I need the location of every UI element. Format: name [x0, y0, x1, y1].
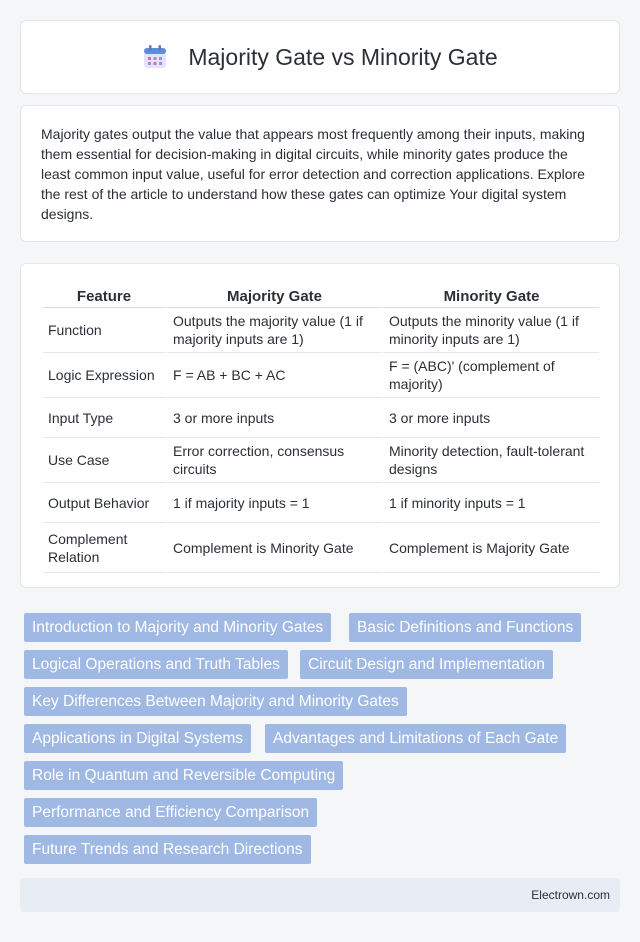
header-majority-gate: Majority Gate [165, 284, 381, 308]
table-header-row [43, 284, 599, 308]
table-cell: Outputs the majority value (1 if majority inputs are 1) [165, 308, 381, 353]
calendar-icon [142, 44, 168, 70]
title-card [20, 20, 620, 94]
tag-link[interactable]: Circuit Design and Implementation [300, 650, 553, 679]
table-cell: 3 or more inputs [381, 398, 599, 438]
intro-text: Majority gates output the value that appears most frequently among their inputs, making them essential for decision-making in digital circuits, while minority gates produce the least common input value, useful for error detection and correction applications. Explore the rest of the article to understand how these gates can optimize Your digital system designs. [41, 126, 585, 222]
table-cell: Minority detection, fault-tolerant designs [381, 438, 599, 483]
header-feature: Feature [43, 284, 165, 308]
intro-card [20, 105, 620, 242]
header-minority-gate: Minority Gate [381, 284, 599, 308]
tag-link[interactable]: Performance and Efficiency Comparison [24, 798, 317, 827]
table-row [43, 523, 599, 573]
table-row [43, 398, 599, 438]
table-cell: Input Type [43, 398, 165, 438]
tag-link[interactable]: Basic Definitions and Functions [349, 613, 581, 642]
table-cell: 1 if minority inputs = 1 [381, 483, 599, 523]
tag-link[interactable]: Logical Operations and Truth Tables [24, 650, 288, 679]
table-cell: F = AB + BC + AC [165, 353, 381, 398]
comparison-table-card [20, 263, 620, 588]
tag-link[interactable]: Introduction to Majority and Minority Gates [24, 613, 331, 642]
footer-site-name[interactable]: Electrown.com [531, 888, 610, 902]
table-cell: Complement is Majority Gate [381, 523, 599, 573]
comparison-table [43, 284, 599, 573]
table-cell: Complement Relation [43, 523, 165, 573]
tag-link[interactable]: Applications in Digital Systems [24, 724, 251, 753]
table-row [43, 438, 599, 483]
table-row [43, 308, 599, 353]
table-row [43, 483, 599, 523]
page-title: Majority Gate vs Minority Gate [188, 43, 498, 70]
table-cell: 1 if majority inputs = 1 [165, 483, 381, 523]
table-cell: Error correction, consensus circuits [165, 438, 381, 483]
table-cell: F = (ABC)' (complement of majority) [381, 353, 599, 398]
table-row [43, 353, 599, 398]
tag-link[interactable]: Role in Quantum and Reversible Computing [24, 761, 343, 790]
tag-link[interactable]: Future Trends and Research Directions [24, 835, 311, 864]
table-cell: Outputs the minority value (1 if minority inputs are 1) [381, 308, 599, 353]
table-cell: Output Behavior [43, 483, 165, 523]
table-cell: 3 or more inputs [165, 398, 381, 438]
footer [20, 878, 620, 912]
table-cell: Complement is Minority Gate [165, 523, 381, 573]
table-cell: Logic Expression [43, 353, 165, 398]
tag-link[interactable]: Key Differences Between Majority and Minority Gates [24, 687, 407, 716]
table-cell: Function [43, 308, 165, 353]
tag-link[interactable]: Advantages and Limitations of Each Gate [265, 724, 566, 753]
table-cell: Use Case [43, 438, 165, 483]
